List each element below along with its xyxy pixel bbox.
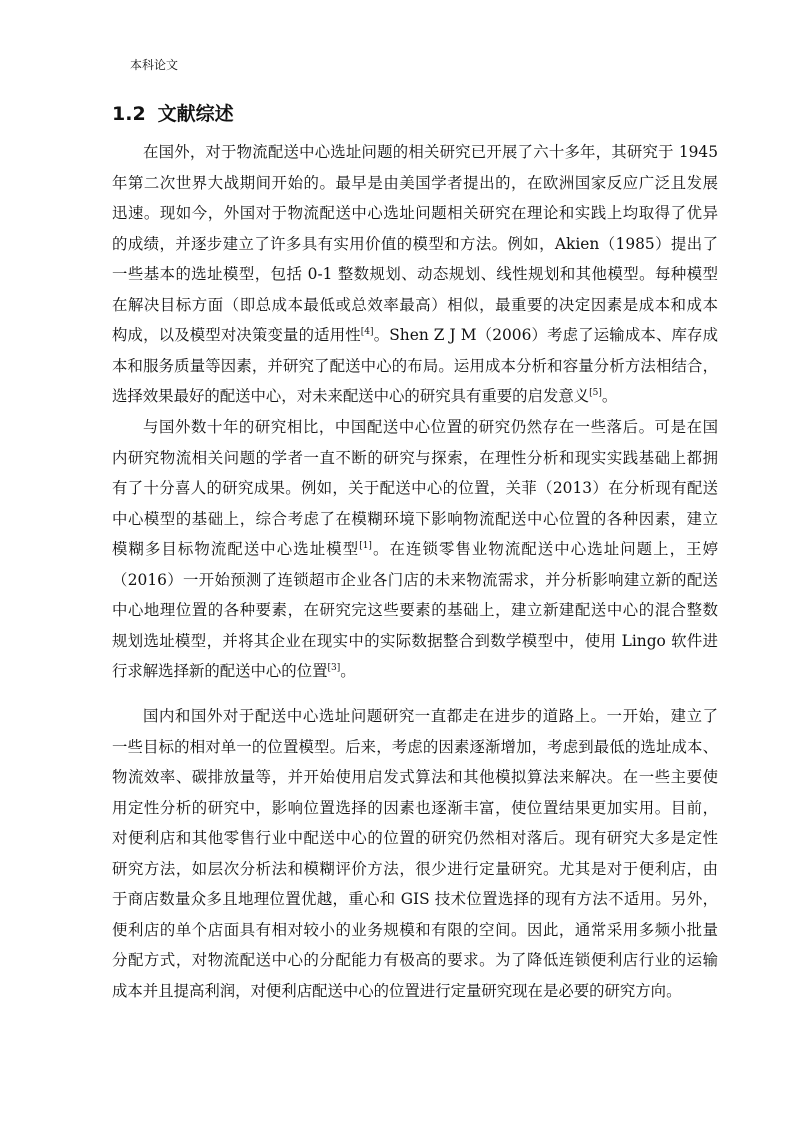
paragraph-line: 行求解选择新的配送中心的位置[3]。: [112, 662, 356, 680]
paragraph-line: 规划选址模型，并将其企业在现实中的实际数据整合到数学模型中，使用 Lingo 软件进: [112, 631, 718, 650]
paragraph-line: 国内和国外对于配送中心选址问题研究一直都走在进步的道路上。一开始，建立了: [143, 707, 718, 725]
paragraph-line: 的成绩，并逐步建立了许多具有实用价值的模型和方法。例如，Akien（1985）提出了: [112, 234, 718, 253]
paragraph-foreign-research: [112, 137, 718, 412]
paragraph-line: 物流效率、碳排放量等，并开始使用启发式算法和其他模拟算法来解决。在一些主要使: [112, 768, 718, 786]
citation-marker: [1]: [359, 540, 372, 551]
paragraph-line: 本和服务质量等因素，并研究了配送中心的布局。运用成本分析和容量分析方法相结合，: [112, 356, 718, 375]
paragraph-domestic-research: [112, 412, 718, 687]
paragraph-line: 内研究物流相关问题的学者一直不断的研究与探索，在理性分析和现实实践基础上都拥: [112, 448, 718, 467]
page-header: 本科论文: [130, 58, 179, 72]
section-title-text: 文献综述: [157, 103, 234, 125]
paragraph-line: 中心模型的基础上，综合考虑了在模糊环境下影响物流配送中心位置的各种因素，建立: [112, 509, 718, 528]
header-divider: [112, 80, 718, 81]
citation-marker: [3]: [327, 662, 341, 673]
paragraph-line: 年第二次世界大战期间开始的。最早是由美国学者提出的，在欧洲国家反应广泛且发展: [112, 173, 718, 192]
citation-marker: [5]: [589, 387, 602, 398]
paragraph-line: 分配方式，对物流配送中心的分配能力有极高的要求。为了降低连锁便利店行业的运输: [112, 951, 718, 969]
paragraph-line: 模糊多目标物流配送中心选址模型[1]。在连锁零售业物流配送中心选址问题上，王婷: [112, 540, 718, 558]
paragraph-line: 用定性分析的研究中，影响位置选择的因素也逐渐丰富，使位置结果更加实用。目前，: [112, 798, 718, 817]
paragraph-line: 选择效果最好的配送中心，对未来配送中心的研究具有重要的启发意义[5]。: [112, 387, 618, 405]
paragraph-line: 一些基本的选址模型，包括 0-1 整数规划、动态规划、线性规划和其他模型。每种模型: [112, 265, 718, 283]
paragraph-summary: [112, 701, 718, 1006]
paragraph-line: 迅速。现如今，外国对于物流配送中心选址问题相关研究在理论和实践上均取得了优异: [112, 204, 718, 222]
section-heading: [112, 99, 234, 129]
paragraph-line: 成本并且提高利润，对便利店配送中心的位置进行定量研究现在是必要的研究方向。: [112, 981, 682, 1000]
paragraph-line: 于商店数量众多且地理位置优越，重心和 GIS 技术位置选择的现有方法不适用。另外，: [112, 890, 718, 908]
paragraph-line: 构成，以及模型对决策变量的适用性[4]。Shen Z J M（2006）考虑了运输成本、库存成: [112, 326, 718, 344]
section-number: 1.2: [112, 103, 146, 125]
paragraph-line: 在国外，对于物流配送中心选址问题的相关研究已开展了六十多年，其研究于 1945: [143, 143, 718, 161]
paragraph-line: 研究方法，如层次分析法和模糊评价方法，很少进行定量研究。尤其是对于便利店，由: [112, 859, 718, 878]
paragraph-line: 与国外数十年的研究相比，中国配送中心位置的研究仍然存在一些落后。可是在国: [143, 418, 718, 436]
paragraph-line: 对便利店和其他零售行业中配送中心的位置的研究仍然相对落后。现有研究大多是定性: [112, 829, 718, 847]
paragraph-line: （2016）一开始预测了连锁超市企业各门店的未来物流需求，并分析影响建立新的配送: [112, 570, 718, 589]
citation-marker: [4]: [360, 326, 374, 337]
paragraph-line: 在解决目标方面（即总成本最低或总效率最高）相似，最重要的决定因素是成本和成本: [112, 295, 718, 314]
paragraph-line: 中心地理位置的各种要素，在研究完这些要素的基础上，建立新建配送中心的混合整数: [112, 601, 718, 619]
paragraph-line: 有了十分喜人的研究成果。例如，关于配送中心的位置，关菲（2013）在分析现有配送: [112, 479, 718, 497]
paragraph-line: 便利店的单个店面具有相对较小的业务规模和有限的空间。因此，通常采用多频小批量: [112, 920, 718, 939]
paragraph-line: 一些目标的相对单一的位置模型。后来，考虑的因素逐渐增加，考虑到最低的选址成本、: [112, 737, 718, 756]
